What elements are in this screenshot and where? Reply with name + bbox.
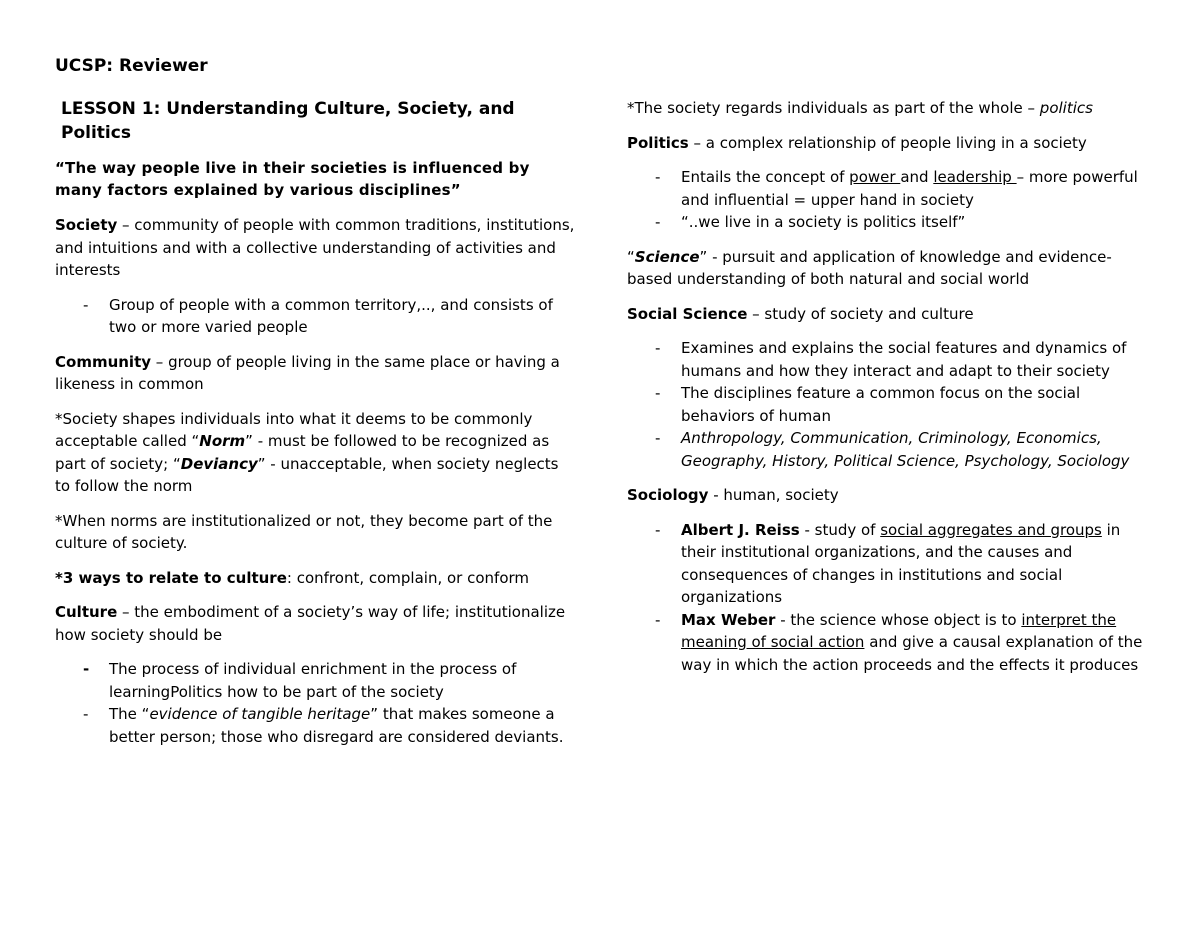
community-definition — [55, 351, 575, 396]
science-open-quote: “ — [627, 247, 635, 266]
community-term: Community — [55, 352, 152, 371]
list-item — [627, 211, 1147, 234]
list-item-text: The process of individual enrichment in the process of learningPolitics how to be part of the society — [109, 660, 517, 701]
bullet-dash: - — [655, 429, 661, 447]
weber-text: - the science whose object is to — [775, 610, 1022, 629]
community-def-text: – group of people living in the same place or having a likeness in common — [55, 352, 560, 393]
and-text: and — [900, 168, 934, 186]
document-title: UCSP: Reviewer — [55, 56, 208, 76]
institutionalized-note: *When norms are institutionalized or not, they become part of the culture of society. — [55, 511, 553, 552]
society-whole-note — [627, 97, 1147, 120]
list-item — [627, 609, 1147, 677]
intro-quote: “The way people live in their societies is influenced by many factors explained by various disciplines” — [55, 159, 530, 199]
list-item — [627, 519, 1147, 609]
lesson-title: LESSON 1: Understanding Culture, Society, and Politics — [61, 99, 515, 143]
social-science-list — [627, 337, 1147, 472]
reiss-name: Albert J. Reiss — [681, 520, 800, 539]
politics-emphasis: politics — [1039, 99, 1093, 117]
list-item-text-end: – more powerful and influential = upper hand in society — [681, 168, 1138, 209]
list-item — [55, 703, 575, 748]
list-item-text: Examines and explains the social features and dynamics of humans and how they interact and adapt to their society — [681, 339, 1127, 380]
weber-underline: interpret the meaning of social action — [681, 610, 1117, 651]
bullet-dash: - — [83, 705, 89, 723]
sociology-term: Sociology — [627, 486, 709, 504]
reiss-text-end: in their institutional organizations, and the causes and consequences of changes in institutions and social organizations — [681, 520, 1121, 606]
norm-mid-text: ” - must be followed to be recognized as part of society; “ — [55, 432, 550, 473]
deviancy-text: ” - unacceptable, when society neglects to follow the norm — [55, 454, 559, 495]
norm-term: Norm — [199, 432, 246, 450]
politics-definition — [627, 132, 1147, 155]
society-list — [55, 294, 575, 339]
norm-text: *Society shapes individuals into what it deems to be commonly acceptable called “ — [55, 409, 533, 450]
deviancy-term: Deviancy — [180, 454, 258, 473]
disciplines-list-text: Anthropology, Communication, Criminology, Economics, Geography, History, Political Science, Psychology, Sociology — [681, 429, 1130, 470]
bullet-dash: - — [655, 339, 661, 357]
list-item — [627, 382, 1147, 427]
ways-def-text: : confront, complain, or conform — [286, 568, 530, 587]
culture-list — [55, 658, 575, 748]
sociology-def-text: - human, society — [708, 486, 839, 504]
politics-term: Politics — [627, 133, 689, 152]
left-column — [55, 97, 575, 760]
list-item — [627, 166, 1147, 211]
ways-term: *3 ways to relate to culture — [55, 568, 287, 587]
social-science-def-text: – study of society and culture — [747, 304, 974, 323]
right-column — [627, 97, 1147, 688]
list-item — [55, 294, 575, 339]
bullet-dash: - — [655, 520, 661, 539]
list-item — [627, 427, 1147, 472]
heritage-emphasis: evidence of tangible heritage — [149, 705, 371, 723]
reiss-underline: social aggregates and groups — [880, 520, 1102, 539]
bullet-dash: - — [655, 168, 661, 186]
reiss-text: - study of — [799, 520, 881, 539]
sociology-definition — [627, 484, 1147, 507]
culture-def-text: – the embodiment of a society’s way of life; institutionalize how society should be — [55, 603, 566, 644]
society-term: Society — [55, 216, 118, 234]
social-science-term: Social Science — [627, 304, 748, 323]
society-definition — [55, 214, 575, 282]
society-whole-text: *The society regards individuals as part of the whole – — [627, 99, 1040, 117]
science-definition — [627, 246, 1147, 291]
sociology-list — [627, 519, 1147, 677]
bullet-dash: - — [83, 295, 89, 314]
science-def-text: ” - pursuit and application of knowledge and evidence-based understanding of both natural and social world — [627, 247, 1112, 288]
list-item — [627, 337, 1147, 382]
list-item-text: The “ — [109, 705, 150, 723]
culture-term: Culture — [55, 603, 118, 621]
list-item-text: “..we live in a society is politics itself” — [681, 213, 966, 231]
politics-list — [627, 166, 1147, 234]
power-underline: power — [849, 168, 901, 186]
list-item — [55, 658, 575, 703]
science-term: Science — [634, 247, 700, 266]
culture-definition — [55, 601, 575, 646]
list-item-text: Group of people with a common territory,.., and consists of two or more varied people — [109, 295, 553, 336]
bullet-dash: - — [655, 384, 661, 402]
list-item-text: Entails the concept of — [681, 168, 850, 186]
list-item-text: The disciplines feature a common focus on the social behaviors of human — [681, 384, 1081, 425]
weber-text-end: and give a causal explanation of the way in which the action proceeds and the effects it produces — [681, 633, 1143, 674]
norm-paragraph — [55, 408, 575, 498]
bullet-dash: - — [655, 610, 661, 629]
list-item-text-end: ” that makes someone a better person; those who disregard are considered deviants. — [109, 705, 564, 746]
politics-def-text: – a complex relationship of people living in a society — [688, 133, 1087, 152]
society-def-text: – community of people with common traditions, institutions, and intuitions and with a collective understanding of activities and interests — [55, 216, 575, 279]
leadership-underline: leadership — [933, 168, 1017, 186]
weber-name: Max Weber — [681, 610, 776, 629]
social-science-definition — [627, 303, 1147, 326]
ways-paragraph — [55, 567, 575, 590]
bullet-dash: - — [655, 213, 661, 231]
bullet-dash: - — [83, 660, 90, 678]
